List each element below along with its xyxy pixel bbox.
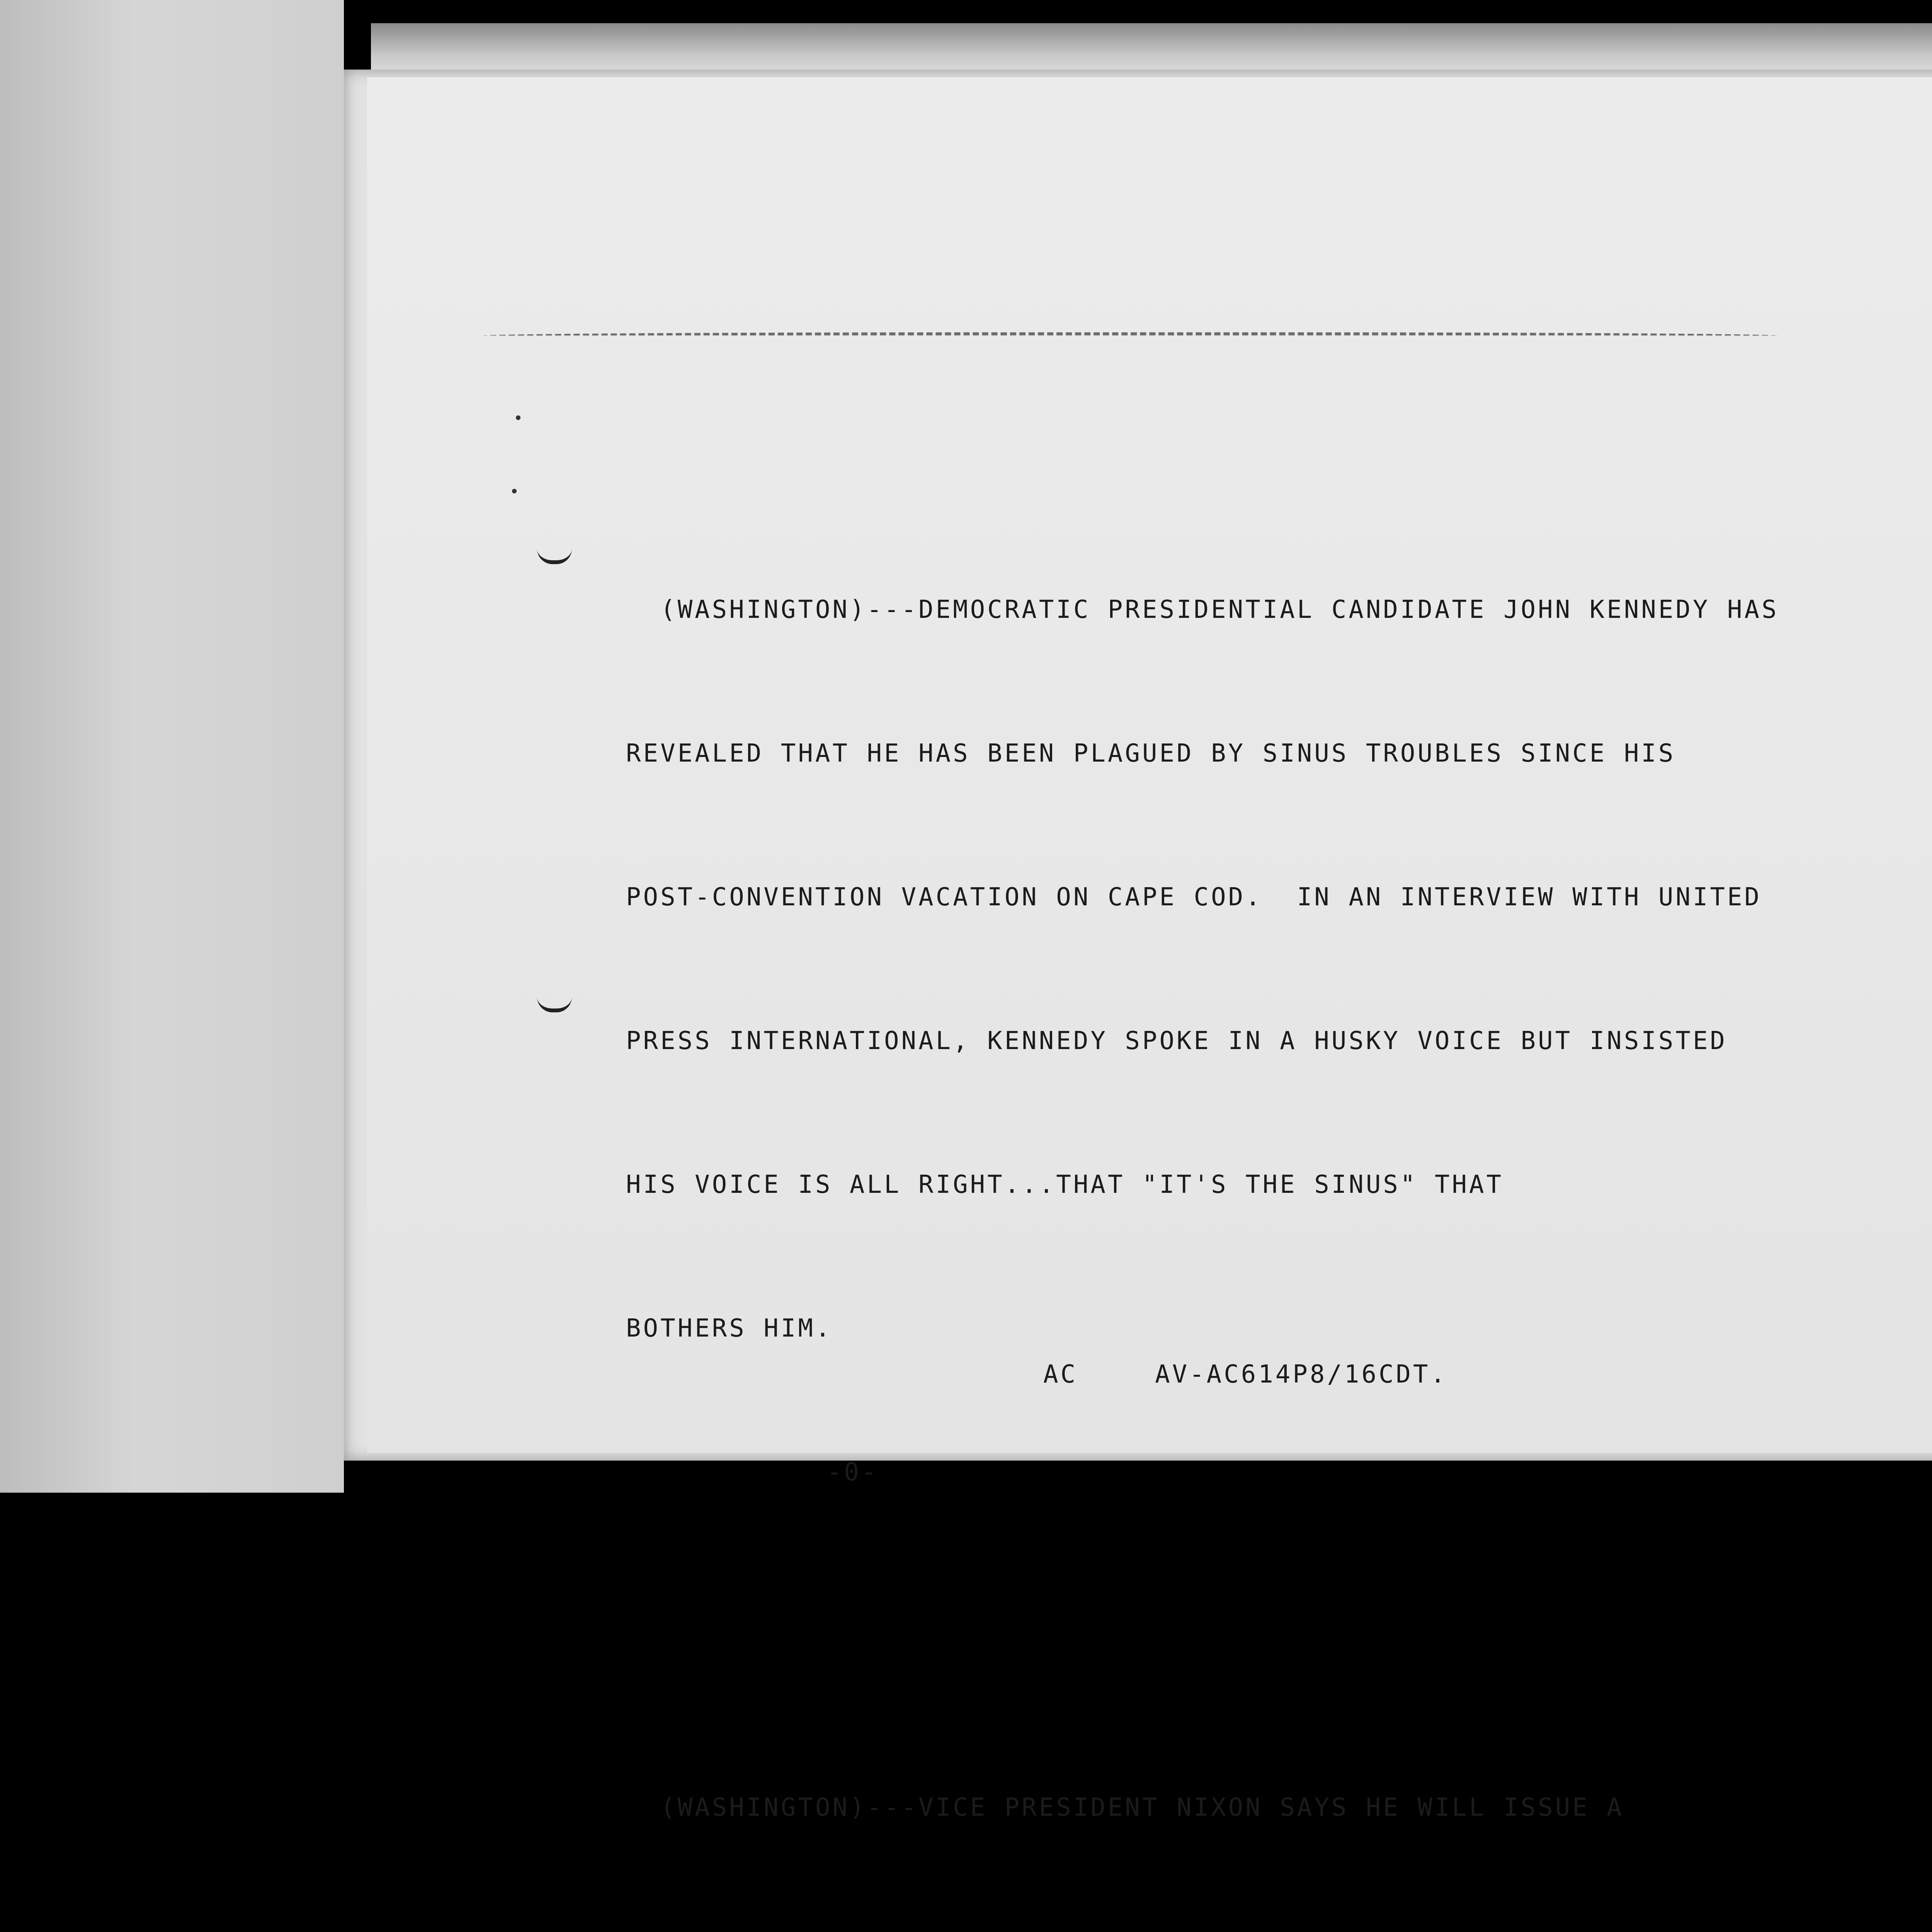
footer-code: AV-AC614P8/16CDT. bbox=[1155, 1360, 1448, 1389]
footer-initials: AC bbox=[1043, 1360, 1078, 1389]
film-margin bbox=[0, 0, 344, 1493]
tear-line bbox=[483, 332, 1777, 341]
story-line: (WASHINGTON)---DEMOCRATIC PRESIDENTIAL CANDIDATE JOHN KENNEDY HAS bbox=[626, 595, 1779, 624]
story-nixon bbox=[626, 1688, 1785, 1932]
story-kennedy bbox=[626, 490, 1785, 1592]
story-line: BOTHERS HIM. bbox=[626, 1314, 833, 1343]
scan-top-edge bbox=[371, 23, 1932, 77]
speck-mark bbox=[516, 415, 520, 420]
story-line: REVEALED THAT HE HAS BEEN PLAGUED BY SINUS TROUBLES SINCE HIS bbox=[626, 739, 1676, 768]
story-line: HIS VOICE IS ALL RIGHT...THAT "IT'S THE SINUS" THAT bbox=[626, 1170, 1504, 1199]
story-line: (WASHINGTON)---VICE PRESIDENT NIXON SAYS HE WILL ISSUE A bbox=[626, 1793, 1624, 1822]
story-line: POST-CONVENTION VACATION ON CAPE COD. IN AN INTERVIEW WITH UNITED bbox=[626, 883, 1762, 912]
story-separator: -0- bbox=[827, 1458, 879, 1486]
story-line bbox=[626, 1927, 1785, 1932]
story-line: PRESS INTERNATIONAL, KENNEDY SPOKE IN A HUSKY VOICE BUT INSISTED bbox=[626, 1027, 1727, 1055]
wire-copy bbox=[626, 394, 1785, 1932]
speck-mark bbox=[512, 489, 517, 493]
wire-footer bbox=[1043, 1360, 1525, 1389]
